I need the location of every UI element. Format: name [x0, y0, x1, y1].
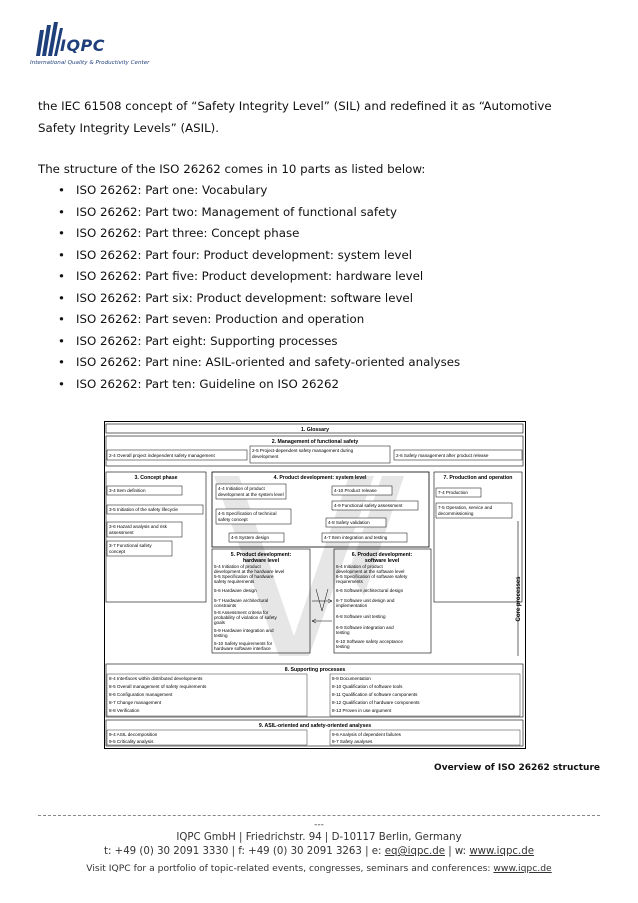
support-item: 8-9 Documentation — [332, 676, 371, 681]
mgmt-item: 2-5 Project-dependent safety management during — [252, 448, 354, 453]
hardware-item: 5-9 Hardware integration and — [214, 628, 274, 633]
asil-item: 9-5 Criticality analysis — [109, 739, 154, 744]
hardware-item: constraints — [214, 603, 237, 608]
footer-dashes: --- — [314, 820, 324, 830]
footer-address: IQPC GmbH | Friedrichstr. 94 | D-10117 Berlin, Germany — [176, 832, 462, 843]
system-item: safety concept — [218, 517, 248, 522]
system-item: 4-5 Specification of technical — [218, 511, 277, 516]
concept-item: 3-4 Item definition — [109, 488, 146, 493]
system-title: 4. Product development: system level — [273, 475, 367, 481]
concept-item: 3-7 Functional safety — [109, 543, 152, 548]
concept-item: 3-6 Hazard analysis and risk — [109, 524, 167, 529]
hardware-title: 5. Product development: — [230, 552, 292, 558]
mgmt-item: development — [252, 454, 279, 459]
concept-title: 3. Concept phase — [134, 475, 178, 481]
mgmt-item: 2-6 Safety management after product release — [396, 453, 489, 458]
concept-item: concept — [109, 549, 126, 554]
hardware-item: 5-10 Safety requirements for — [214, 641, 273, 646]
visit-website-link[interactable]: www.iqpc.de — [493, 863, 552, 874]
support-item: 8-12 Qualification of hardware components — [332, 700, 420, 705]
bullet-icon: • — [58, 247, 65, 262]
software-item: 6-5 Specification of software safety — [336, 574, 408, 579]
support-item: 8-11 Qualification of software components — [332, 692, 418, 697]
bullet-icon: • — [58, 290, 65, 305]
software-item: development at the software level — [336, 569, 405, 574]
system-item: 4-10 Product release — [334, 488, 377, 493]
software-item: testing — [336, 644, 350, 649]
list-item: • ISO 26262: Part four: Product development: system level — [38, 245, 598, 267]
list-item: • ISO 26262: Part ten: Guideline on ISO 26262 — [38, 374, 598, 396]
intro-line-2: Safety Integrity Levels” (ASIL). — [38, 121, 220, 135]
software-item: requirements — [336, 579, 363, 584]
software-item: 6-7 Software unit design and — [336, 598, 395, 603]
asil-title: 9. ASIL-oriented and safety-oriented analyses — [258, 723, 372, 729]
production-item: 7-4 Production — [438, 490, 468, 495]
asil-item: 9-6 Analysis of dependent failures — [332, 732, 401, 737]
website-link[interactable]: www.iqpc.de — [469, 846, 534, 857]
software-item: 6-9 Software integration and — [336, 625, 394, 630]
support-item: 8-7 Change management — [109, 700, 162, 705]
email-link[interactable]: eq@iqpc.de — [384, 846, 445, 857]
production-title: 7. Production and operation — [443, 475, 513, 481]
support-item: 8-5 Overall management of safety requirements — [109, 684, 207, 689]
iso26262-structure-diagram — [104, 421, 526, 749]
glossary-title: 1. Glossary — [301, 427, 329, 433]
system-item: 4-7 Item integration and testing — [324, 535, 388, 540]
core-processes-label: Core processes — [516, 576, 522, 622]
software-title: software level — [364, 558, 400, 564]
hardware-title: hardware level — [242, 558, 280, 564]
list-item: • ISO 26262: Part one: Vocabulary — [38, 180, 598, 202]
software-item: testing — [336, 630, 350, 635]
bullet-icon: • — [58, 269, 65, 283]
system-item: 4-4 Initiation of product — [218, 486, 265, 491]
list-item: • ISO 26262: Part two: Management of functional safety — [38, 202, 598, 224]
bullet-icon: • — [58, 226, 65, 240]
bullet-icon: • — [58, 183, 65, 197]
asil-item: 9-7 Safety analyses — [332, 739, 373, 744]
intro-line-1: the IEC 61508 concept of “Safety Integrity Level” (SIL) and redefined it as “Automotive — [38, 99, 552, 113]
iqpc-logo — [30, 22, 150, 70]
bullet-icon: • — [58, 204, 65, 219]
hardware-item: 5-6 Hardware design — [214, 588, 257, 593]
logo-tagline: International Quality & Productivity Center — [30, 60, 150, 66]
footer-contact — [0, 846, 638, 857]
hardware-item: probability of violation of safety — [214, 615, 277, 620]
support-item: 8-6 Configuration management — [109, 692, 173, 697]
hardware-item: development at the hardware level — [214, 569, 285, 574]
production-item: decommissioning — [438, 511, 474, 516]
hardware-item: goals — [214, 620, 225, 625]
support-item: 8-4 Interfaces within distributed developments — [109, 676, 203, 681]
list-item: • ISO 26262: Part five: Product development: hardware level — [38, 266, 598, 288]
hardware-item: 5-8 Assessment criteria for — [214, 610, 269, 615]
hardware-item: hardware software interface — [214, 646, 271, 651]
hardware-item: testing — [214, 633, 228, 638]
system-item: 4-6 System design — [231, 535, 270, 540]
system-item: 4-9 Functional safety assessment — [334, 503, 403, 508]
list-item: • ISO 26262: Part eight: Supporting processes — [38, 331, 598, 353]
support-item: 8-8 Verification — [109, 708, 140, 713]
software-title: 6. Product development: — [351, 552, 413, 558]
system-item: development at the system level — [218, 492, 284, 497]
list-item: • ISO 26262: Part six: Product development: software level — [38, 288, 598, 310]
footer-divider — [38, 815, 600, 816]
support-title: 8. Supporting processes — [284, 667, 346, 673]
software-item: 6-10 Software safety acceptance — [336, 639, 403, 644]
concept-item: 3-5 Initiation of the safety lifecycle — [109, 507, 178, 512]
software-item: 6-6 Software architectural design — [336, 588, 404, 593]
footer-contact-text: t: +49 (0) 30 2091 3330 | f: +49 (0) 30 2091 3263 | e: — [104, 846, 385, 857]
software-item: 6-4 Initiation of product — [336, 564, 383, 569]
concept-item: assessment — [109, 530, 134, 535]
hardware-item: 5-5 Specification of hardware — [214, 574, 274, 579]
support-item: 8-10 Qualification of software tools — [332, 684, 403, 689]
list-item: • ISO 26262: Part nine: ASIL-oriented and safety-oriented analyses — [38, 352, 598, 374]
logo-brand: IQPC — [60, 36, 106, 55]
footer-contact-text: | w: — [444, 846, 470, 857]
mgmt-title: 2. Management of functional safety — [271, 439, 359, 445]
list-item: • ISO 26262: Part three: Concept phase — [38, 223, 598, 245]
system-item: 4-8 Safety validation — [328, 520, 370, 525]
production-item: 7-5 Operation, service and — [438, 505, 493, 510]
diagram-caption: Overview of ISO 26262 structure — [434, 763, 600, 773]
footer-visit — [0, 863, 638, 874]
hardware-item: safety requirements — [214, 579, 255, 584]
bullet-icon: • — [58, 376, 65, 391]
bullet-icon: • — [58, 355, 65, 369]
bullet-icon: • — [58, 333, 65, 348]
hardware-item: 5-7 Hardware architectural — [214, 598, 269, 603]
hardware-item: 5-4 Initiation of product — [214, 564, 261, 569]
mgmt-item: 2-4 Overall project independent safety management — [109, 453, 215, 458]
list-item: • ISO 26262: Part seven: Production and operation — [38, 309, 598, 331]
software-item: implementation — [336, 603, 368, 608]
footer-visit-text: Visit IQPC for a portfolio of topic-related events, congresses, seminars and conferences: — [86, 863, 494, 874]
bullet-icon: • — [58, 312, 65, 326]
asil-item: 9-4 ASIL decomposition — [109, 732, 158, 737]
support-item: 8-13 Proven in use argument — [332, 708, 392, 713]
parts-list — [38, 180, 598, 395]
structure-sentence: The structure of the ISO 26262 comes in 10 parts as listed below: — [38, 162, 426, 176]
software-item: 6-8 Software unit testing — [336, 614, 386, 619]
